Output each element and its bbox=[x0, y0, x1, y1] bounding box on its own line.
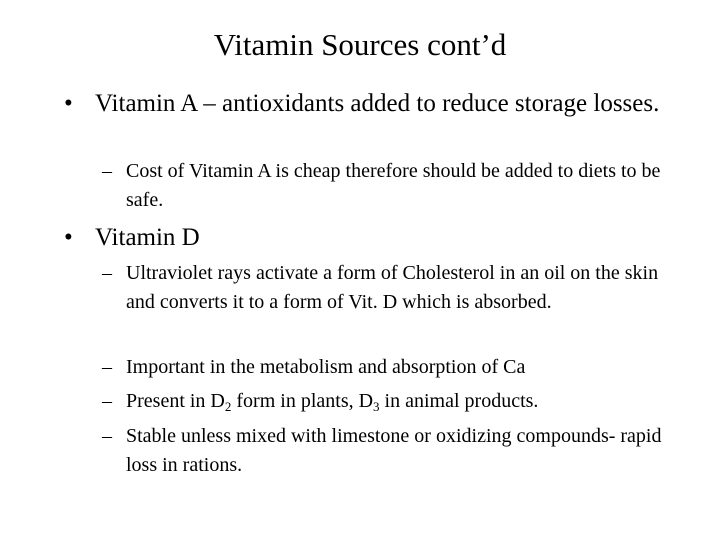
subitem-d2-d3-forms bbox=[102, 387, 682, 416]
subitem-metabolism bbox=[102, 353, 682, 382]
subitem-vitamin-a-cost bbox=[102, 157, 682, 215]
subitem-ultraviolet bbox=[102, 259, 682, 317]
subitem-text: Ultraviolet rays activate a form of Cholesterol in an oil on the skin and converts it to a form of Vit. D which is absorbed. bbox=[126, 262, 659, 313]
bullet-marker: • bbox=[64, 90, 73, 117]
dash-marker: – bbox=[102, 425, 112, 447]
bullet-item-vitamin-a bbox=[64, 88, 664, 120]
subitem-stability bbox=[102, 422, 682, 480]
dash-marker: – bbox=[102, 262, 112, 284]
bullet-marker: • bbox=[64, 224, 73, 251]
subitem-text: Stable unless mixed with limestone or oxidizing compounds- rapid loss in rations. bbox=[126, 425, 662, 476]
subscript-3: 3 bbox=[373, 399, 380, 414]
slide-title: Vitamin Sources cont’d bbox=[213, 27, 507, 62]
subitem-text: Cost of Vitamin A is cheap therefore should be added to diets to be safe. bbox=[126, 160, 661, 211]
bullet-text: Vitamin A – antioxidants added to reduce storage losses. bbox=[95, 90, 660, 117]
dash-marker: – bbox=[102, 356, 112, 378]
dash-marker: – bbox=[102, 390, 112, 412]
subitem-text: Present in $D_2$ form in plants, $D_3$ in animal products. bbox=[126, 390, 539, 414]
bullet-item-vitamin-d bbox=[64, 222, 664, 254]
dash-marker: – bbox=[102, 160, 112, 182]
bullet-text: Vitamin D bbox=[95, 224, 200, 251]
subitem-text: Important in the metabolism and absorption of Ca bbox=[126, 356, 526, 378]
subscript-2: 2 bbox=[224, 399, 232, 414]
